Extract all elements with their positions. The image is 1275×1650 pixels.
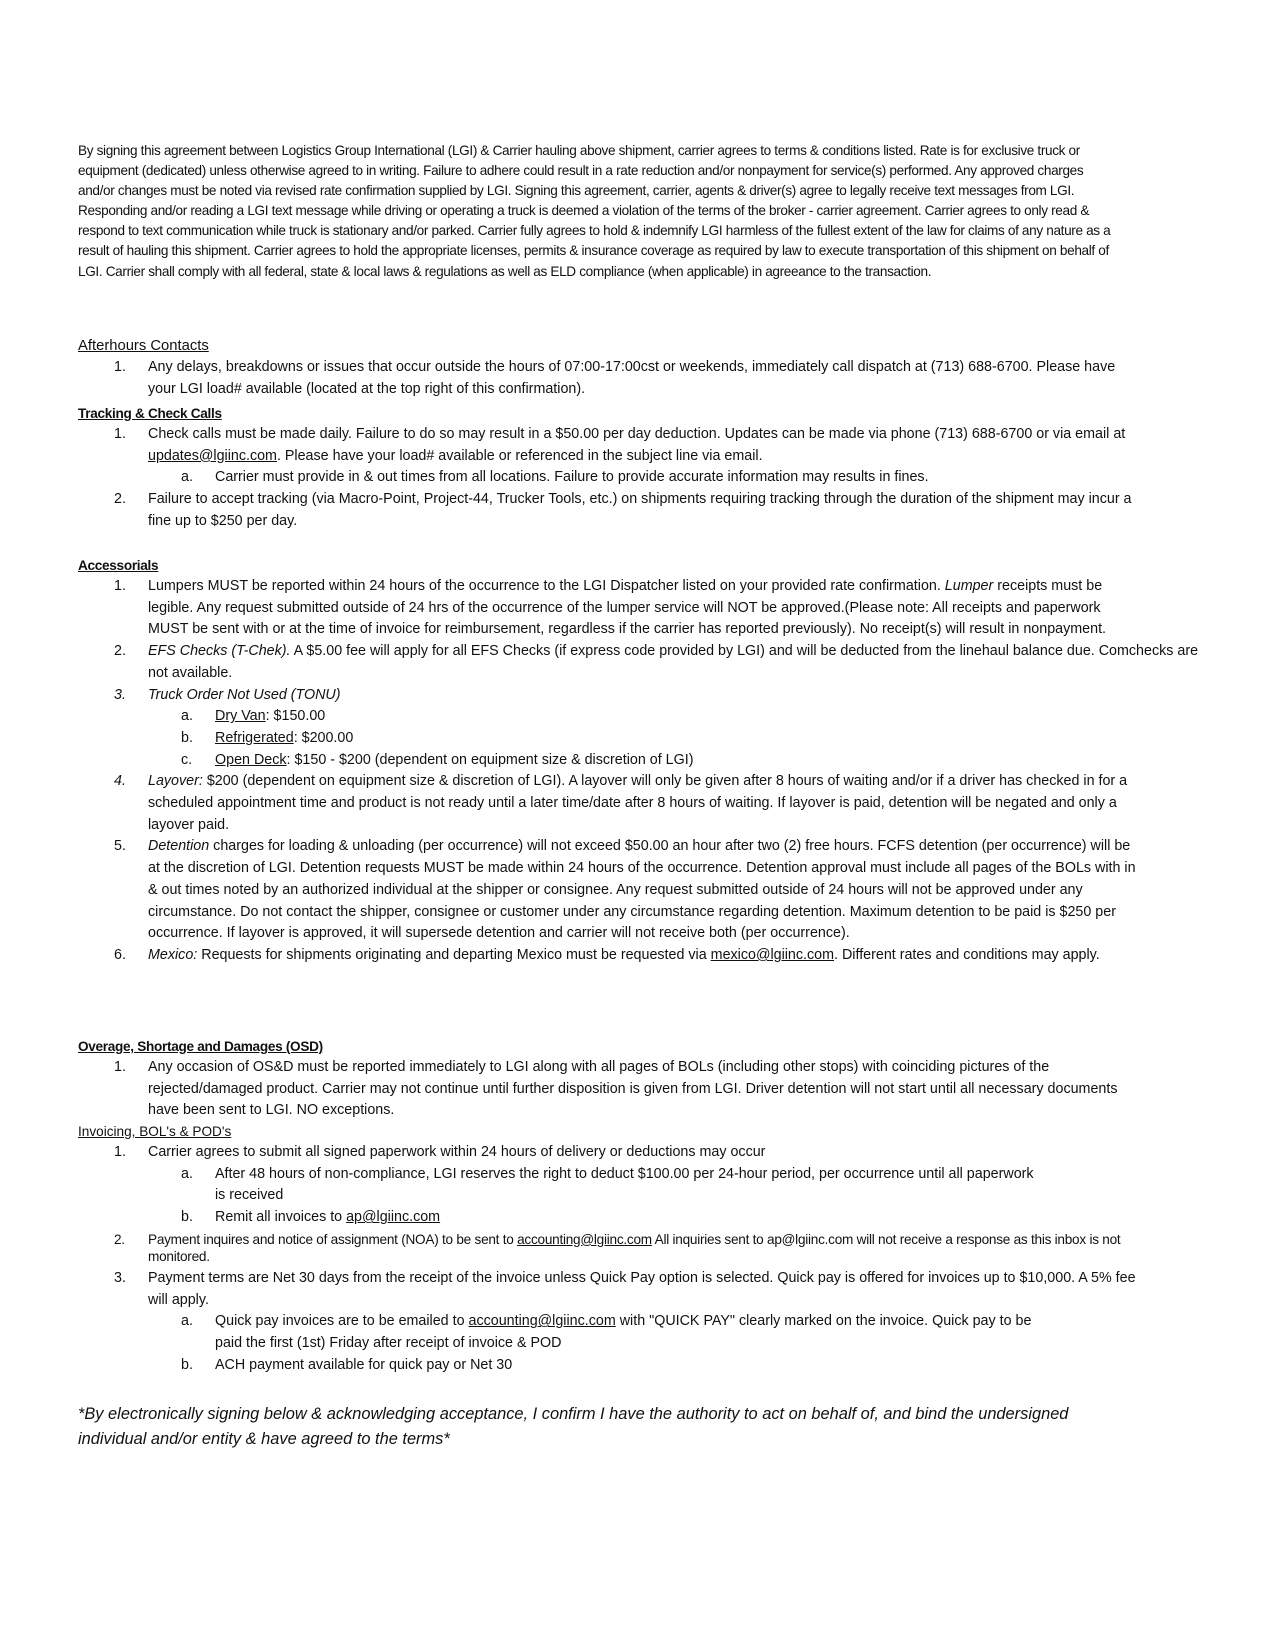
- list-letter: b.: [181, 1356, 193, 1373]
- sub-label: Dry Van: [215, 708, 266, 725]
- list-text: Check calls must be made daily. Failure to do so may result in a $50.00 per day deduction. Updates can be made via phone (713) 688-6700 or via email at: [148, 426, 1126, 442]
- list-letter: b.: [181, 729, 193, 746]
- sub-label: Refrigerated: [215, 729, 294, 746]
- ap-email-link[interactable]: ap@lgiinc.com: [346, 1209, 441, 1226]
- list-number: 1.: [114, 1144, 126, 1160]
- section-afterhours: [78, 336, 1208, 400]
- list-number: 1.: [114, 578, 126, 594]
- section-tracking: [78, 403, 1208, 533]
- list-letter: b.: [181, 1209, 193, 1226]
- invoicing-heading: Invoicing, BOL's & POD's: [78, 1124, 232, 1139]
- intro-paragraph: By signing this agreement between Logistics Group International (LGI) & Carrier hauling above shipment, carrier agrees to terms & conditions listed. Rate is for exclusive truck or equipment (dedicated) unless otherwise agreed to in writing. Failure to adhere could result in a rate reduction and/or nonpayment for service(s) performed. Any approved charges and/or changes must be noted via revised rate confirmation supplied by LGI. Signing this agreement, carrier, agents & driver(s) agree to legally receive text messages from LGI. Responding and/or reading a LGI text message while driving or operating a truck is deemed a violation of the terms of the broker - carrier agreement. Carrier agrees to only read & respond to text communication while truck is stationary and/or parked. Carrier fully agrees to hold & indemnify LGI harmless of the fullest extent of the law for claims of any nature as a result of hauling this shipment. Carrier agrees to hold the appropriate licenses, permits & insurance coverage as required by law to execute transportation of this shipment on behalf of LGI. Carrier shall comply with all federal, state & local laws & regulations as well as ELD compliance (when applicable) in agreeance to the transaction.: [78, 143, 1111, 279]
- list-letter: c.: [181, 751, 193, 768]
- list-text: ACH payment available for quick pay or Net 30: [215, 1356, 513, 1373]
- list-number: 4.: [114, 773, 126, 790]
- invoicing-item-3a: [78, 1311, 1045, 1354]
- list-text: Carrier must provide in & out times from all locations. Failure to provide accurate information may results in fines.: [215, 469, 929, 486]
- list-text: Quick pay invoices are to be emailed to: [215, 1313, 469, 1330]
- layover-term: Layover:: [148, 773, 203, 790]
- sub-value: : $150 - $200 (dependent on equipment size & discretion of LGI): [286, 751, 694, 768]
- sub-value: : $200.00: [293, 729, 354, 746]
- accessorials-item-6: [78, 945, 1143, 967]
- osd-heading: Overage, Shortage and Damages (OSD): [78, 1039, 323, 1054]
- detention-term: Detention: [148, 838, 210, 855]
- section-osd: [78, 1036, 1208, 1122]
- tracking-heading: Tracking & Check Calls: [78, 406, 222, 421]
- accessorials-heading: Accessorials: [78, 558, 159, 573]
- list-letter: a.: [181, 1313, 193, 1330]
- list-text: Failure to accept tracking (via Macro-Point, Project-44, Trucker Tools, etc.) on shipments requiring tracking through the duration of the shipment may incur a fine up to $250 per day.: [148, 491, 1132, 529]
- invoicing-item-1: [78, 1142, 1143, 1164]
- list-text: Remit all invoices to: [215, 1209, 347, 1226]
- mexico-term: Mexico:: [148, 946, 198, 963]
- tracking-item-1: [78, 424, 1143, 467]
- accounting-email-link[interactable]: accounting@lgiinc.com: [517, 1231, 652, 1247]
- closing-statement: *By electronically signing below & acknowledging acceptance, I confirm I have the authority to act on behalf of, and bind the undersigned individual and/or entity & have agreed to the terms*: [78, 1405, 1069, 1448]
- invoicing-item-3b: [78, 1355, 1145, 1377]
- list-number: 3.: [114, 1269, 126, 1286]
- tonu-sub-c: [78, 750, 1145, 772]
- accessorials-item-5: [78, 836, 1143, 945]
- list-text: Any occasion of OS&D must be reported immediately to LGI along with all pages of BOLs (including other stops) with coinciding pictures of the rejected/damaged product. Carrier may not continue until further disposition is given from LGI. Driver detention will not start until all necessary documents have been sent to LGI. NO exceptions.: [148, 1059, 1118, 1119]
- afterhours-heading: Afterhours Contacts: [78, 338, 209, 354]
- mexico-email-link[interactable]: mexico@lgiinc.com: [710, 946, 835, 963]
- tonu-term: Truck Order Not Used (TONU): [148, 686, 341, 703]
- list-text: receipts must be legible. Any request submitted outside of 24 hrs of the occurrence of the lumper service will NOT be approved.(Please note: All receipts and paperwork MUST be sent with or at the time of invoice for reimbursement, regardless if the carrier has reported previously). No receipt(s) will result in nonpayment.: [148, 578, 1107, 638]
- list-text: Lumpers MUST be reported within 24 hours of the occurrence to the LGI Dispatcher listed on your provided rate confirmation.: [148, 578, 945, 594]
- invoicing-item-2: [78, 1231, 1148, 1265]
- list-text: Payment inquires and notice of assignment (NOA) to be sent to: [148, 1231, 518, 1247]
- tracking-item-1a: [78, 467, 1215, 489]
- accessorials-item-3: [78, 685, 1143, 707]
- list-letter: a.: [181, 469, 193, 486]
- accessorials-item-1: [78, 576, 1143, 641]
- list-text: with "QUICK PAY" clearly marked on the invoice. Quick pay to be paid the first (1st) Friday after receipt of invoice & POD: [215, 1313, 1032, 1351]
- accessorials-item-4: [78, 771, 1143, 836]
- list-text: Payment terms are Net 30 days from the receipt of the invoice unless Quick Pay option is selected. Quick pay is offered for invoices up to $10,000. A 5% fee will apply.: [148, 1269, 1136, 1308]
- tracking-item-2: [78, 489, 1143, 532]
- invoicing-item-1a: [78, 1164, 1045, 1207]
- list-text: Any delays, breakdowns or issues that occur outside the hours of 07:00-17:00cst or weekends, immediately call dispatch at (713) 688-6700. Please have your LGI load# available (located at the top right of this confirmation).: [148, 359, 1116, 397]
- efs-term: EFS Checks (T-Chek).: [148, 643, 291, 660]
- tonu-sub-b: [78, 728, 1145, 750]
- osd-item-1: [78, 1057, 1143, 1122]
- list-number: 3.: [114, 686, 126, 703]
- list-text: A $5.00 fee will apply for all EFS Checks (if express code provided by LGI) and will be deducted from the linehaul balance due. Comchecks are not available.: [148, 643, 1199, 681]
- list-number: 2.: [114, 643, 126, 660]
- list-text: . Please have your load# available or referenced in the subject line via email.: [276, 447, 763, 464]
- invoicing-item-1b: [78, 1207, 1145, 1229]
- section-accessorials: [78, 555, 1208, 967]
- sub-value: : $150.00: [265, 708, 326, 725]
- quickpay-email-link[interactable]: accounting@lgiinc.com: [468, 1313, 616, 1330]
- list-text: . Different rates and conditions may apply.: [834, 946, 1100, 963]
- list-number: 2.: [114, 491, 126, 508]
- list-text: $200 (dependent on equipment size & discretion of LGI). A layover will only be given after 8 hours of waiting and/or if a driver has checked in for a scheduled appointment time and product is not ready until a later time/date after 8 hours of waiting. If layover is paid, detention will be negated and only a layover paid.: [148, 773, 1128, 833]
- sub-label: Open Deck: [215, 751, 287, 768]
- list-number: 1.: [114, 359, 126, 375]
- list-number: 1.: [114, 1059, 126, 1075]
- list-number: 5.: [114, 838, 126, 855]
- section-invoicing: [78, 1121, 1208, 1376]
- tonu-sub-a: [78, 706, 1145, 728]
- list-number: 2.: [114, 1231, 125, 1247]
- lumper-term: Lumper: [944, 578, 994, 594]
- accessorials-item-2: [78, 641, 1208, 684]
- list-letter: a.: [181, 708, 193, 725]
- list-text: All inquiries sent to ap@lgiinc.com will not receive a response as this inbox is not monitored.: [148, 1231, 1121, 1264]
- list-text: Requests for shipments originating and departing Mexico must be requested via: [197, 946, 711, 963]
- invoicing-item-3: [78, 1268, 1143, 1311]
- list-text: After 48 hours of non-compliance, LGI reserves the right to deduct $100.00 per 24-hour period, per occurrence until all paperwork is received: [215, 1165, 1034, 1204]
- list-text: Carrier agrees to submit all signed paperwork within 24 hours of delivery or deductions may occur: [148, 1144, 766, 1160]
- list-letter: a.: [181, 1165, 193, 1182]
- list-number: 6.: [114, 946, 126, 963]
- afterhours-item-1: [78, 357, 1143, 400]
- updates-email-link[interactable]: updates@lgiinc.com: [148, 447, 277, 464]
- list-text: charges for loading & unloading (per occurrence) will not exceed $50.00 an hour after two (2) free hours. FCFS detention (per occurrence) will be at the discretion of LGI. Detention requests MUST be made within 24 hours of the occurrence. Detention approval must include all pages of the BOLs with in & out times noted by an authorized individual at the shipper or consignee. Any request submitted outside of 24 hours will not be approved under any circumstance. Do not contact the shipper, consignee or customer under any circumstance regarding detention. Maximum detention to be paid is $250 per occurrence. If layover is approved, it will supersede detention and carrier will not receive both (per occurrence).: [148, 838, 1136, 942]
- list-number: 1.: [114, 426, 126, 442]
